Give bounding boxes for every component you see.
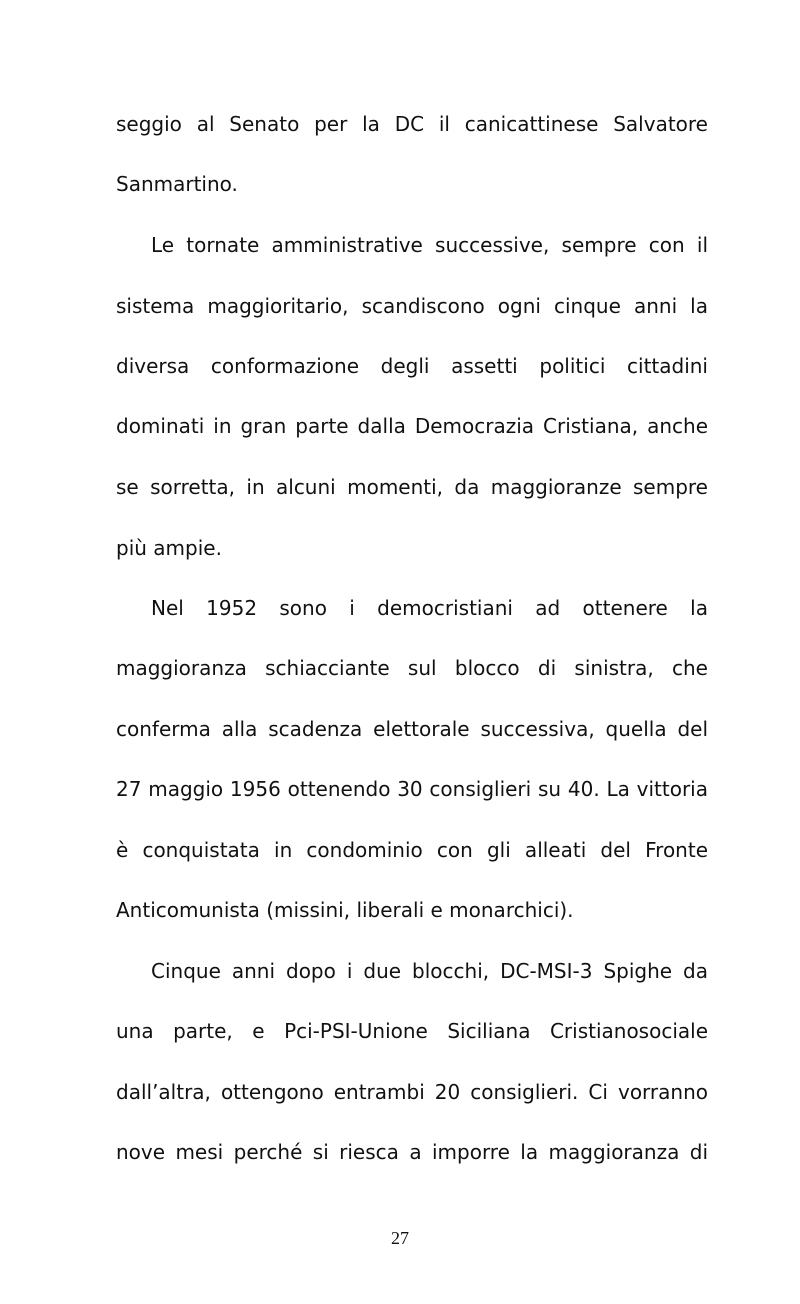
text-line: nove mesi perché si riesca a imporre la maggioranza di bbox=[116, 1140, 708, 1164]
text-line: sistema maggioritario, scandiscono ogni cinque anni la bbox=[116, 294, 708, 318]
text-line: una parte, e Pci-PSI-Unione Siciliana Cristianosociale bbox=[116, 1019, 708, 1043]
text-line: è conquistata in condominio con gli alleati del Fronte bbox=[116, 838, 708, 862]
text-line: Sanmartino. bbox=[116, 172, 238, 196]
text-line: più ampie. bbox=[116, 536, 222, 560]
text-line: Cinque anni dopo i due blocchi, DC-MSI-3 Spighe da bbox=[151, 959, 708, 983]
text-line: diversa conformazione degli assetti politici cittadini bbox=[116, 354, 708, 378]
text-line: dominati in gran parte dalla Democrazia Cristiana, anche bbox=[116, 414, 708, 438]
text-line: dall’altra, ottengono entrambi 20 consiglieri. Ci vorranno bbox=[116, 1080, 708, 1104]
text-line: 27 maggio 1956 ottenendo 30 consiglieri su 40. La vittoria bbox=[116, 777, 708, 801]
page-number: 27 bbox=[391, 1228, 409, 1248]
text-line: Anticomunista (missini, liberali e monarchici). bbox=[116, 898, 574, 922]
text-line: Nel 1952 sono i democristiani ad ottenere la bbox=[151, 596, 708, 620]
text-line: seggio al Senato per la DC il canicattinese Salvatore bbox=[116, 112, 708, 136]
text-line: Le tornate amministrative successive, sempre con il bbox=[151, 233, 708, 257]
text-line: conferma alla scadenza elettorale successiva, quella del bbox=[116, 717, 708, 741]
text-line: maggioranza schiacciante sul blocco di sinistra, che bbox=[116, 656, 708, 680]
text-line: se sorretta, in alcuni momenti, da maggioranze sempre bbox=[116, 475, 708, 499]
